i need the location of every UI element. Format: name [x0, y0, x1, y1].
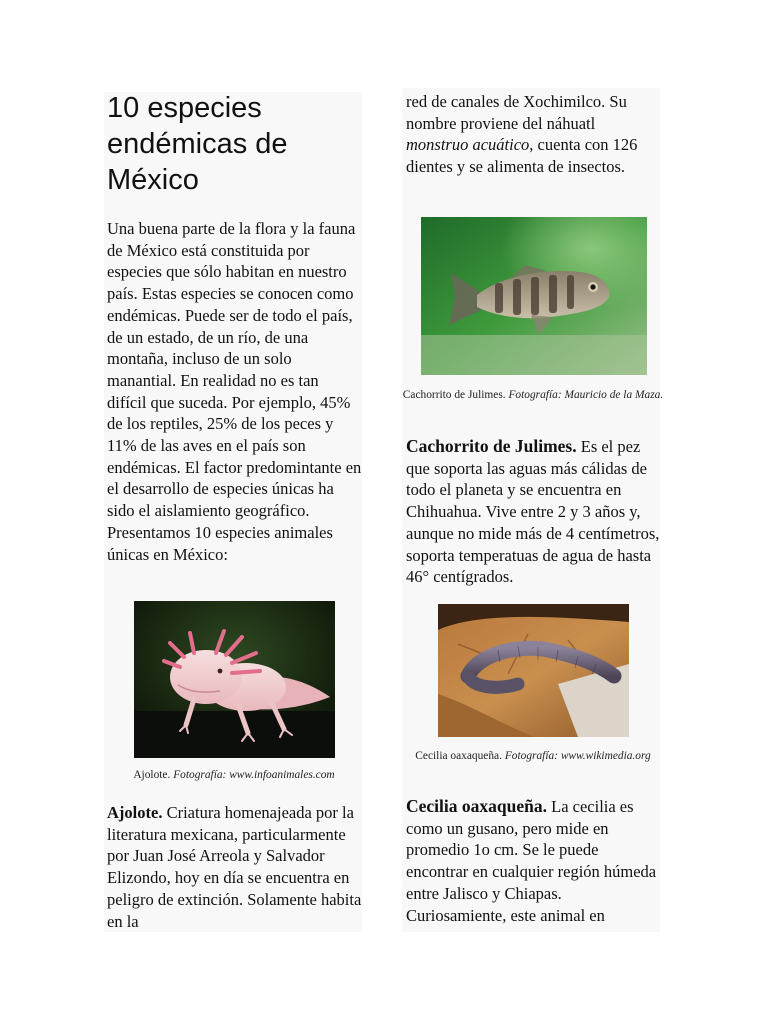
- cachorrito-paragraph: [406, 436, 664, 588]
- intro-paragraph: Una buena parte de la flora y la fauna de México está constituida por especies que sólo habitan en nuestro país. Estas especies se conocen como endémicas. Puede ser de todo el país, de un estado, de un río, de una montaña, incluso de un solo manantial. En realidad no es tan difícil que suceda. Por ejemplo, 45% de los reptiles, 25% de los peces y 11% de las aves en el país son endémicas. El factor predomintante en el desarrollo de especies únicas ha sido el aislamiento geográfico. Presentamos 10 especies animales únicas en México:: [107, 219, 362, 564]
- cecilia-caption: [402, 749, 664, 764]
- cachorrito-photo: [421, 217, 647, 375]
- cachorrito-heading: Cachorrito de Julimes.: [406, 436, 577, 456]
- ajolote-photo: [134, 601, 335, 758]
- cachorrito-text: Es el pez que soporta las aguas más cálidas de todo el planeta y se encuentra en Chihuahua. Vive entre 2 y 3 años y, aunque no mide más de 4 centímetros, soporta temperatuas de agua de hasta 46° centígrados.: [406, 437, 660, 587]
- cecilia-caption-credit: Fotografía: www.wikimedia.org: [504, 750, 651, 762]
- ajolote-caption-name: Ajolote.: [133, 769, 171, 781]
- cecilia-photo: [438, 604, 629, 737]
- ajolote-text: Criatura homenajeada por la literatura mexicana, particularmente por Juan José Arreola y Salvador Elizondo, hoy en día se encuentra en peligro de extinción. Solamente habita en la: [107, 803, 362, 931]
- ajolote-caption: [104, 768, 364, 783]
- ajolote-paragraph-continued: [406, 91, 660, 178]
- ajolote-continued-text-end: , cuenta con 126 dientes y se alimenta de insectos.: [406, 135, 638, 177]
- ajolote-continued-text: red de canales de Xochimilco. Su nombre proviene del náhuatl: [406, 92, 627, 133]
- cecilia-heading: Cecilia oaxaqueña.: [406, 796, 547, 816]
- cachorrito-caption-name: Cachorrito de Julimes.: [402, 389, 506, 401]
- cecilia-paragraph: [406, 796, 664, 926]
- ajolote-continued-italic: monstruo acuático: [406, 135, 530, 155]
- cachorrito-caption-credit: Fotografía: Mauricio de la Maza.: [508, 389, 664, 401]
- page-title: 10 especies endémicas de México: [107, 92, 288, 196]
- ajolote-paragraph: [107, 802, 365, 932]
- ajolote-caption-credit: Fotografía: www.infoanimales.com: [173, 769, 335, 781]
- cachorrito-caption: [402, 388, 664, 403]
- cecilia-caption-name: Cecilia oaxaqueña.: [415, 750, 502, 762]
- ajolote-heading: Ajolote.: [107, 803, 163, 822]
- cecilia-text: La cecilia es como un gusano, pero mide en promedio 1o cm. Se le puede encontrar en cualquier región húmeda entre Jalisco y Chiapas. Curiosamiente, este animal en: [406, 797, 657, 925]
